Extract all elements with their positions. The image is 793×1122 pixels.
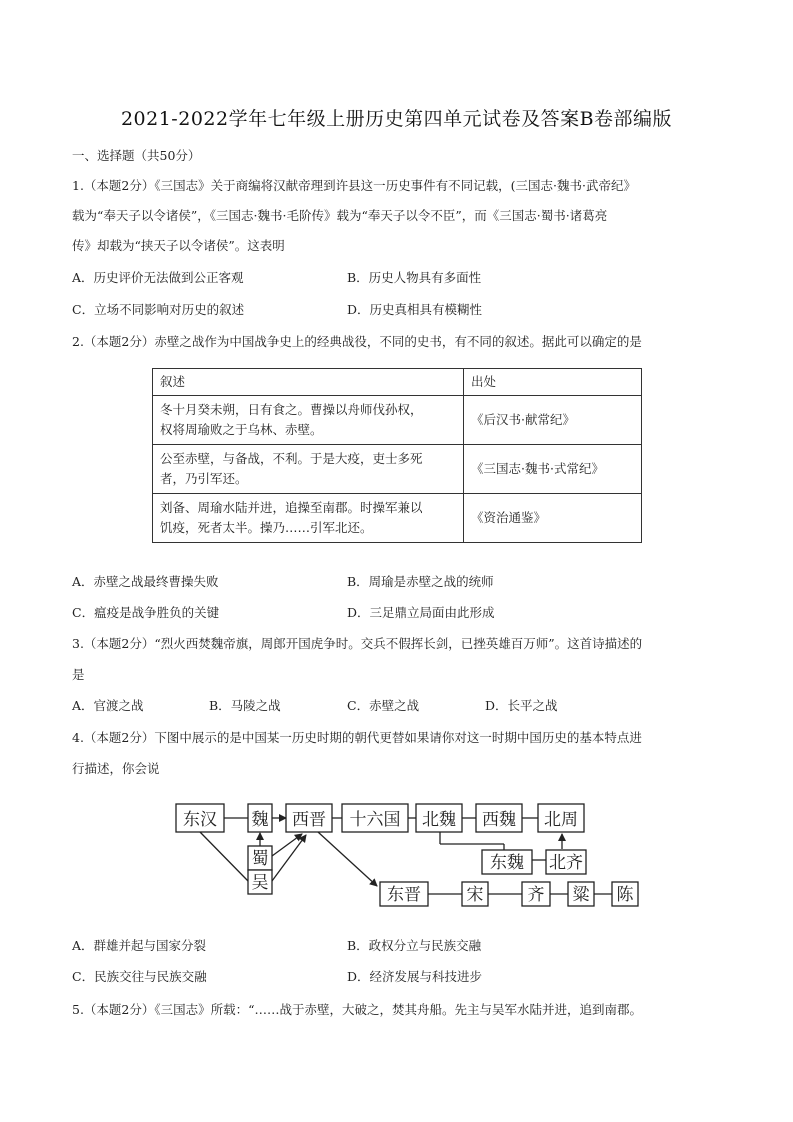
dynasty-labels <box>183 810 635 905</box>
q4-option-c[interactable]: C．民族交往与民族交融 <box>72 969 207 984</box>
label-donghan: 东汉 <box>183 810 217 830</box>
table-header-source: 出处 <box>464 369 642 396</box>
table-cell-narration <box>153 396 464 445</box>
label-dongwei: 东魏 <box>490 853 524 873</box>
q1-stem-line3: 传》却载为“挟天子以令诸侯”。这表明 <box>72 238 285 253</box>
table-cell-narration <box>153 445 464 494</box>
q2-source-table <box>152 368 642 543</box>
label-wei: 魏 <box>251 810 269 830</box>
q4-stem-line2: 行描述，你会说 <box>72 761 160 776</box>
table-cell-source: 《资治通鉴》 <box>464 494 642 543</box>
q2-stem: 2.（本题2分）赤壁之战作为中国战争史上的经典战役，不同的史书，有不同的叙述。据此可以确定的是 <box>72 334 642 349</box>
section-heading: 一、选择题（共50分） <box>72 148 201 163</box>
q1-option-b[interactable]: B．历史人物具有多面性 <box>347 270 482 285</box>
q4-option-a[interactable]: A．群雄并起与国家分裂 <box>72 938 207 953</box>
q2-option-b[interactable]: B．周瑜是赤壁之战的统师 <box>347 574 494 589</box>
dynasty-succession-diagram <box>172 798 642 914</box>
narration-line: 公至赤壁，与备战，不利。于是大疫，吏士多死 <box>160 451 423 466</box>
label-chen: 陈 <box>616 885 634 905</box>
q4-option-b[interactable]: B．政权分立与民族交融 <box>347 938 482 953</box>
table-header-row <box>153 369 642 396</box>
q3-option-a[interactable]: A．官渡之战 <box>72 698 144 713</box>
q3-option-c[interactable]: C．赤壁之战 <box>347 698 420 713</box>
label-qi: 齐 <box>527 885 545 905</box>
label-beiwei: 北魏 <box>422 810 456 830</box>
narration-line: 饥疫，死者太半。操乃……引军北还。 <box>160 520 373 535</box>
table-header-narration: 叙述 <box>153 369 464 396</box>
label-beizhou: 北周 <box>544 810 578 830</box>
q1-option-a[interactable]: A．历史评价无法做到公正客观 <box>72 270 244 285</box>
label-dongjin: 东晋 <box>387 885 421 905</box>
label-shu: 蜀 <box>251 849 269 869</box>
q3-option-d[interactable]: D．长平之战 <box>485 698 558 713</box>
narration-line: 冬十月癸未朔，日有食之。曹操以舟师伐孙权， <box>160 402 423 417</box>
q4-option-d[interactable]: D．经济发展与科技进步 <box>347 969 483 984</box>
label-song: 宋 <box>466 885 484 905</box>
table-cell-narration <box>153 494 464 543</box>
table-row <box>153 396 642 445</box>
table-row <box>153 445 642 494</box>
narration-line: 刘备、周瑜水陆并进，追操至南郡。时操军兼以 <box>160 500 423 515</box>
label-wu: 吴 <box>251 873 269 893</box>
q3-stem-line1: 3.（本题2分）“烈火西焚魏帝旗，周郎开国虎争时。交兵不假挥长剑，已挫英雄百万师”。这首诗描述的 <box>72 636 643 651</box>
q5-stem-line1: 5.（本题2分）《三国志》所载：“……战于赤壁，大破之，焚其舟船。先主与吴军水陆并进，追到南郡。 <box>72 1002 643 1017</box>
table-cell-source: 《三国志·魏书·式常纪》 <box>464 445 642 494</box>
q2-option-d[interactable]: D．三足鼎立局面由此形成 <box>347 605 495 620</box>
table-row <box>153 494 642 543</box>
q1-stem-line2: 载为“奉天子以令诸侯”，《三国志·魏书·毛阶传》载为“奉天子以令不臣”，而《三国志·蜀书·诸葛亮 <box>72 208 608 223</box>
q3-option-b[interactable]: B．马陵之战 <box>209 698 281 713</box>
narration-line: 者，乃引军还。 <box>160 471 248 486</box>
q1-option-c[interactable]: C．立场不同影响对历史的叙述 <box>72 302 245 317</box>
label-shiliuguo: 十六国 <box>349 810 401 830</box>
q4-stem-line1: 4.（本题2分）下图中展示的是中国某一历史时期的朝代更替如果请你对这一时期中国历史的基本特点进 <box>72 730 642 745</box>
page-title: 2021-2022学年七年级上册历史第四单元试卷及答案B卷部编版 <box>120 108 673 130</box>
label-liang: 粱 <box>572 885 590 905</box>
q2-option-a[interactable]: A．赤壁之战最终曹操失败 <box>72 574 219 589</box>
narration-line: 权将周瑜败之于乌林、赤壁。 <box>160 422 323 437</box>
label-beiqi: 北齐 <box>549 853 583 873</box>
q1-stem-line1: 1.（本题2分）《三国志》关于商编将汉献帝理到许县这一历史事件有不同记载，(三国志·魏书·武帝纪》 <box>72 178 636 193</box>
q3-stem-line2: 是 <box>72 667 85 682</box>
q2-option-c[interactable]: C．瘟疫是战争胜负的关键 <box>72 605 220 620</box>
label-xijin: 西晋 <box>292 810 326 830</box>
table-cell-source: 《后汉书·献常纪》 <box>464 396 642 445</box>
q1-option-d[interactable]: D．历史真相具有模糊性 <box>347 302 483 317</box>
label-xiwei: 西魏 <box>482 810 516 830</box>
